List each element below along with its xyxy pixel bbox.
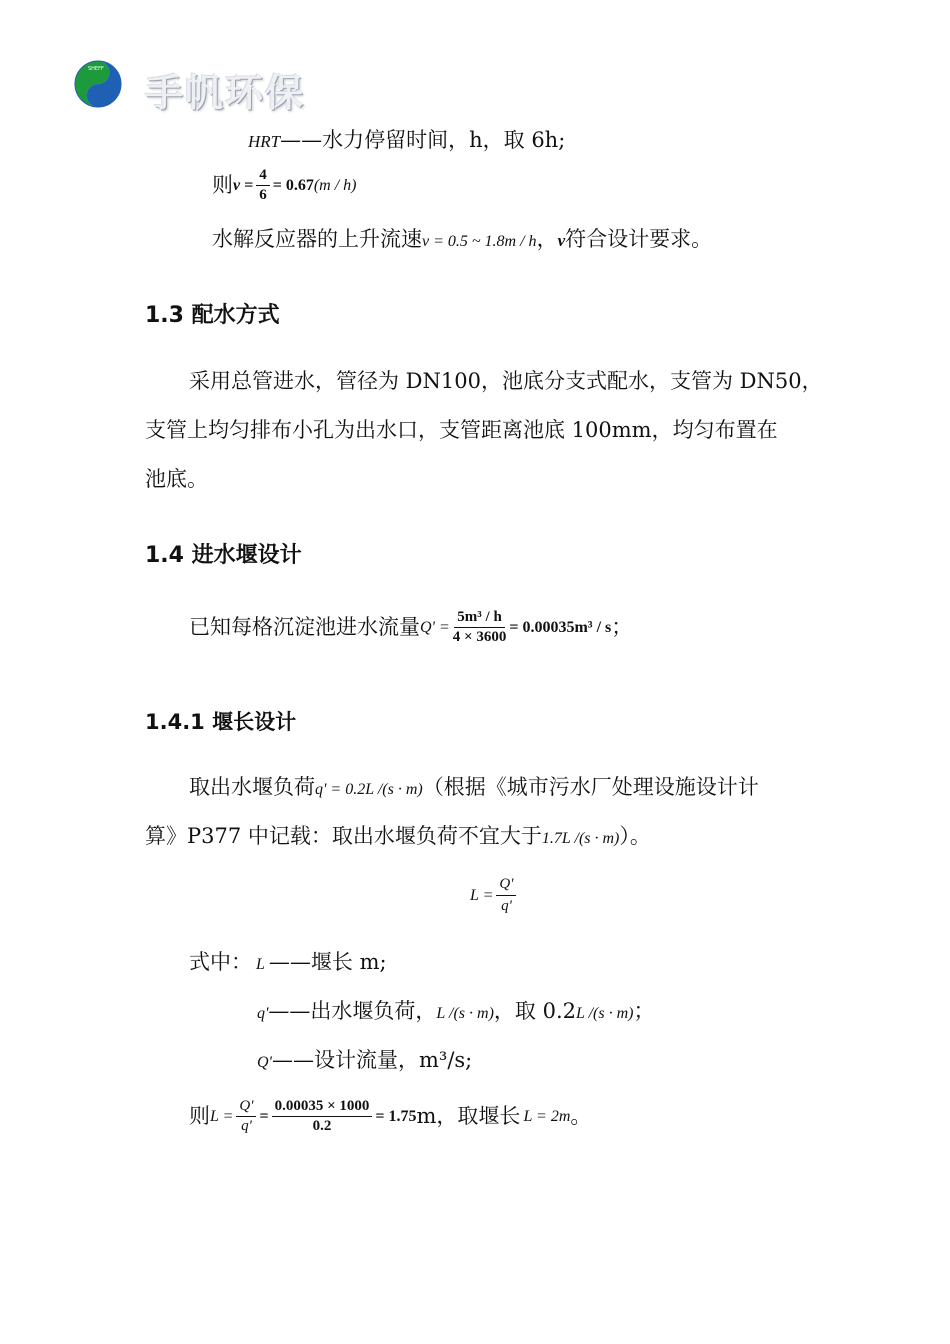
weir-length-equation [470, 876, 519, 915]
result-numerator-1: Q' [236, 1099, 256, 1117]
hrt-description: ——水力停留时间，h，取 6h; [280, 128, 566, 152]
result-lhs: L = [210, 1107, 234, 1125]
result-eq: = [259, 1107, 269, 1125]
where-q-unit: L /(s · m) [436, 1005, 494, 1022]
inflow-numerator: 5m³ / h [454, 610, 505, 628]
section-1-3-para-line-3: 池底。 [145, 467, 208, 491]
inflow-lhs: Q' = [420, 618, 450, 636]
velocity-prefix: 则 [212, 173, 233, 197]
where-q-end: ； [633, 999, 655, 1023]
weir-load-line-2 [145, 826, 651, 847]
result-unit: m，取堰长 [416, 1104, 521, 1128]
where-q-val: L /(s · m) [576, 1005, 634, 1022]
result-prefix: 则 [189, 1104, 210, 1128]
rise-tail: 符合设计要求。 [565, 227, 713, 251]
where-L-line [189, 952, 387, 973]
velocity-rhs: = 0.67 [272, 176, 314, 194]
result-denominator-1: q' [241, 1118, 252, 1134]
velocity-fraction [256, 168, 270, 203]
rise-formula: v = 0.5 ~ 1.8m / h [422, 233, 537, 250]
hrt-line [248, 130, 565, 151]
result-denominator-2: 0.2 [312, 1118, 332, 1134]
weir-load-line2-text-a: 算》P377 中记载：取出水堰负荷不宜大于 [145, 824, 542, 848]
section-1-3-para-line-1: 采用总管进水，管径为 DN100，池底分支式配水，支管为 DN50， [189, 369, 823, 393]
weir-load-line2-formula: 1.7L /(s · m) [541, 830, 620, 847]
weir-eq-lhs: L = [470, 886, 494, 904]
weir-load-line-1 [189, 777, 759, 798]
section-1-4-1-title: 1.4.1 堰长设计 [145, 710, 297, 734]
rise-v: v [557, 231, 566, 250]
rise-velocity-line [212, 229, 712, 250]
where-q-desc-a: ——出水堰负荷， [268, 999, 437, 1023]
result-line [189, 1099, 591, 1134]
where-label: 式中： [189, 950, 252, 974]
velocity-numerator: 4 [256, 168, 270, 186]
where-Q-var: Q' [257, 1054, 272, 1071]
velocity-unit: (m / h) [313, 176, 357, 194]
where-Q-line [257, 1050, 472, 1071]
where-q-var: q' [257, 1005, 269, 1022]
section-1-3-title: 1.3 配水方式 [145, 303, 280, 328]
weir-load-formula: q' = 0.2L /(s · m) [315, 781, 423, 798]
logo-mark-text: SHEFF [88, 66, 104, 72]
logo-text: 手帆环保 [145, 71, 306, 115]
result-fraction-2 [272, 1099, 373, 1134]
inflow-line [189, 610, 632, 645]
weir-eq-fraction [496, 876, 516, 915]
weir-eq-numerator: Q' [496, 876, 516, 896]
weir-load-line2-text-b: ）。 [619, 824, 651, 848]
inflow-rhs: = 0.00035m³ / s [509, 618, 612, 636]
result-final: L = 2m [523, 1107, 571, 1125]
weir-eq-denominator: q' [501, 898, 512, 914]
result-rhs: = 1.75 [375, 1107, 417, 1125]
inflow-denominator: 4 × 3600 [452, 629, 507, 645]
where-Q-desc: ——设计流量，m³/s; [271, 1048, 473, 1072]
result-end: 。 [570, 1104, 592, 1128]
where-q-desc-b: ，取 0.2 [493, 999, 576, 1023]
weir-load-text-a: 取出水堰负荷 [189, 775, 315, 799]
where-L-var: L [256, 956, 265, 973]
where-q-line [257, 1001, 655, 1022]
inflow-fraction [453, 610, 507, 645]
velocity-denominator: 6 [259, 187, 267, 203]
result-fraction-1 [236, 1099, 256, 1134]
velocity-line [212, 168, 357, 203]
hrt-variable: HRT [248, 132, 281, 151]
inflow-end: ； [611, 615, 633, 639]
section-1-3-para-line-2: 支管上均匀排布小孔为出水口，支管距离池底 100mm，均匀布置在 [145, 418, 778, 442]
where-L-desc: ——堰长 m; [268, 950, 387, 974]
rise-text: 水解反应器的上升流速 [212, 227, 422, 251]
result-numerator-2: 0.00035 × 1000 [272, 1099, 373, 1117]
velocity-lhs: v = [233, 176, 254, 194]
rise-separator: ， [536, 227, 558, 251]
section-1-4-title: 1.4 进水堰设计 [145, 543, 302, 568]
inflow-text: 已知每格沉淀池进水流量 [189, 615, 420, 639]
weir-load-text-b: （根据《城市污水厂处理设施设计计 [422, 775, 759, 799]
